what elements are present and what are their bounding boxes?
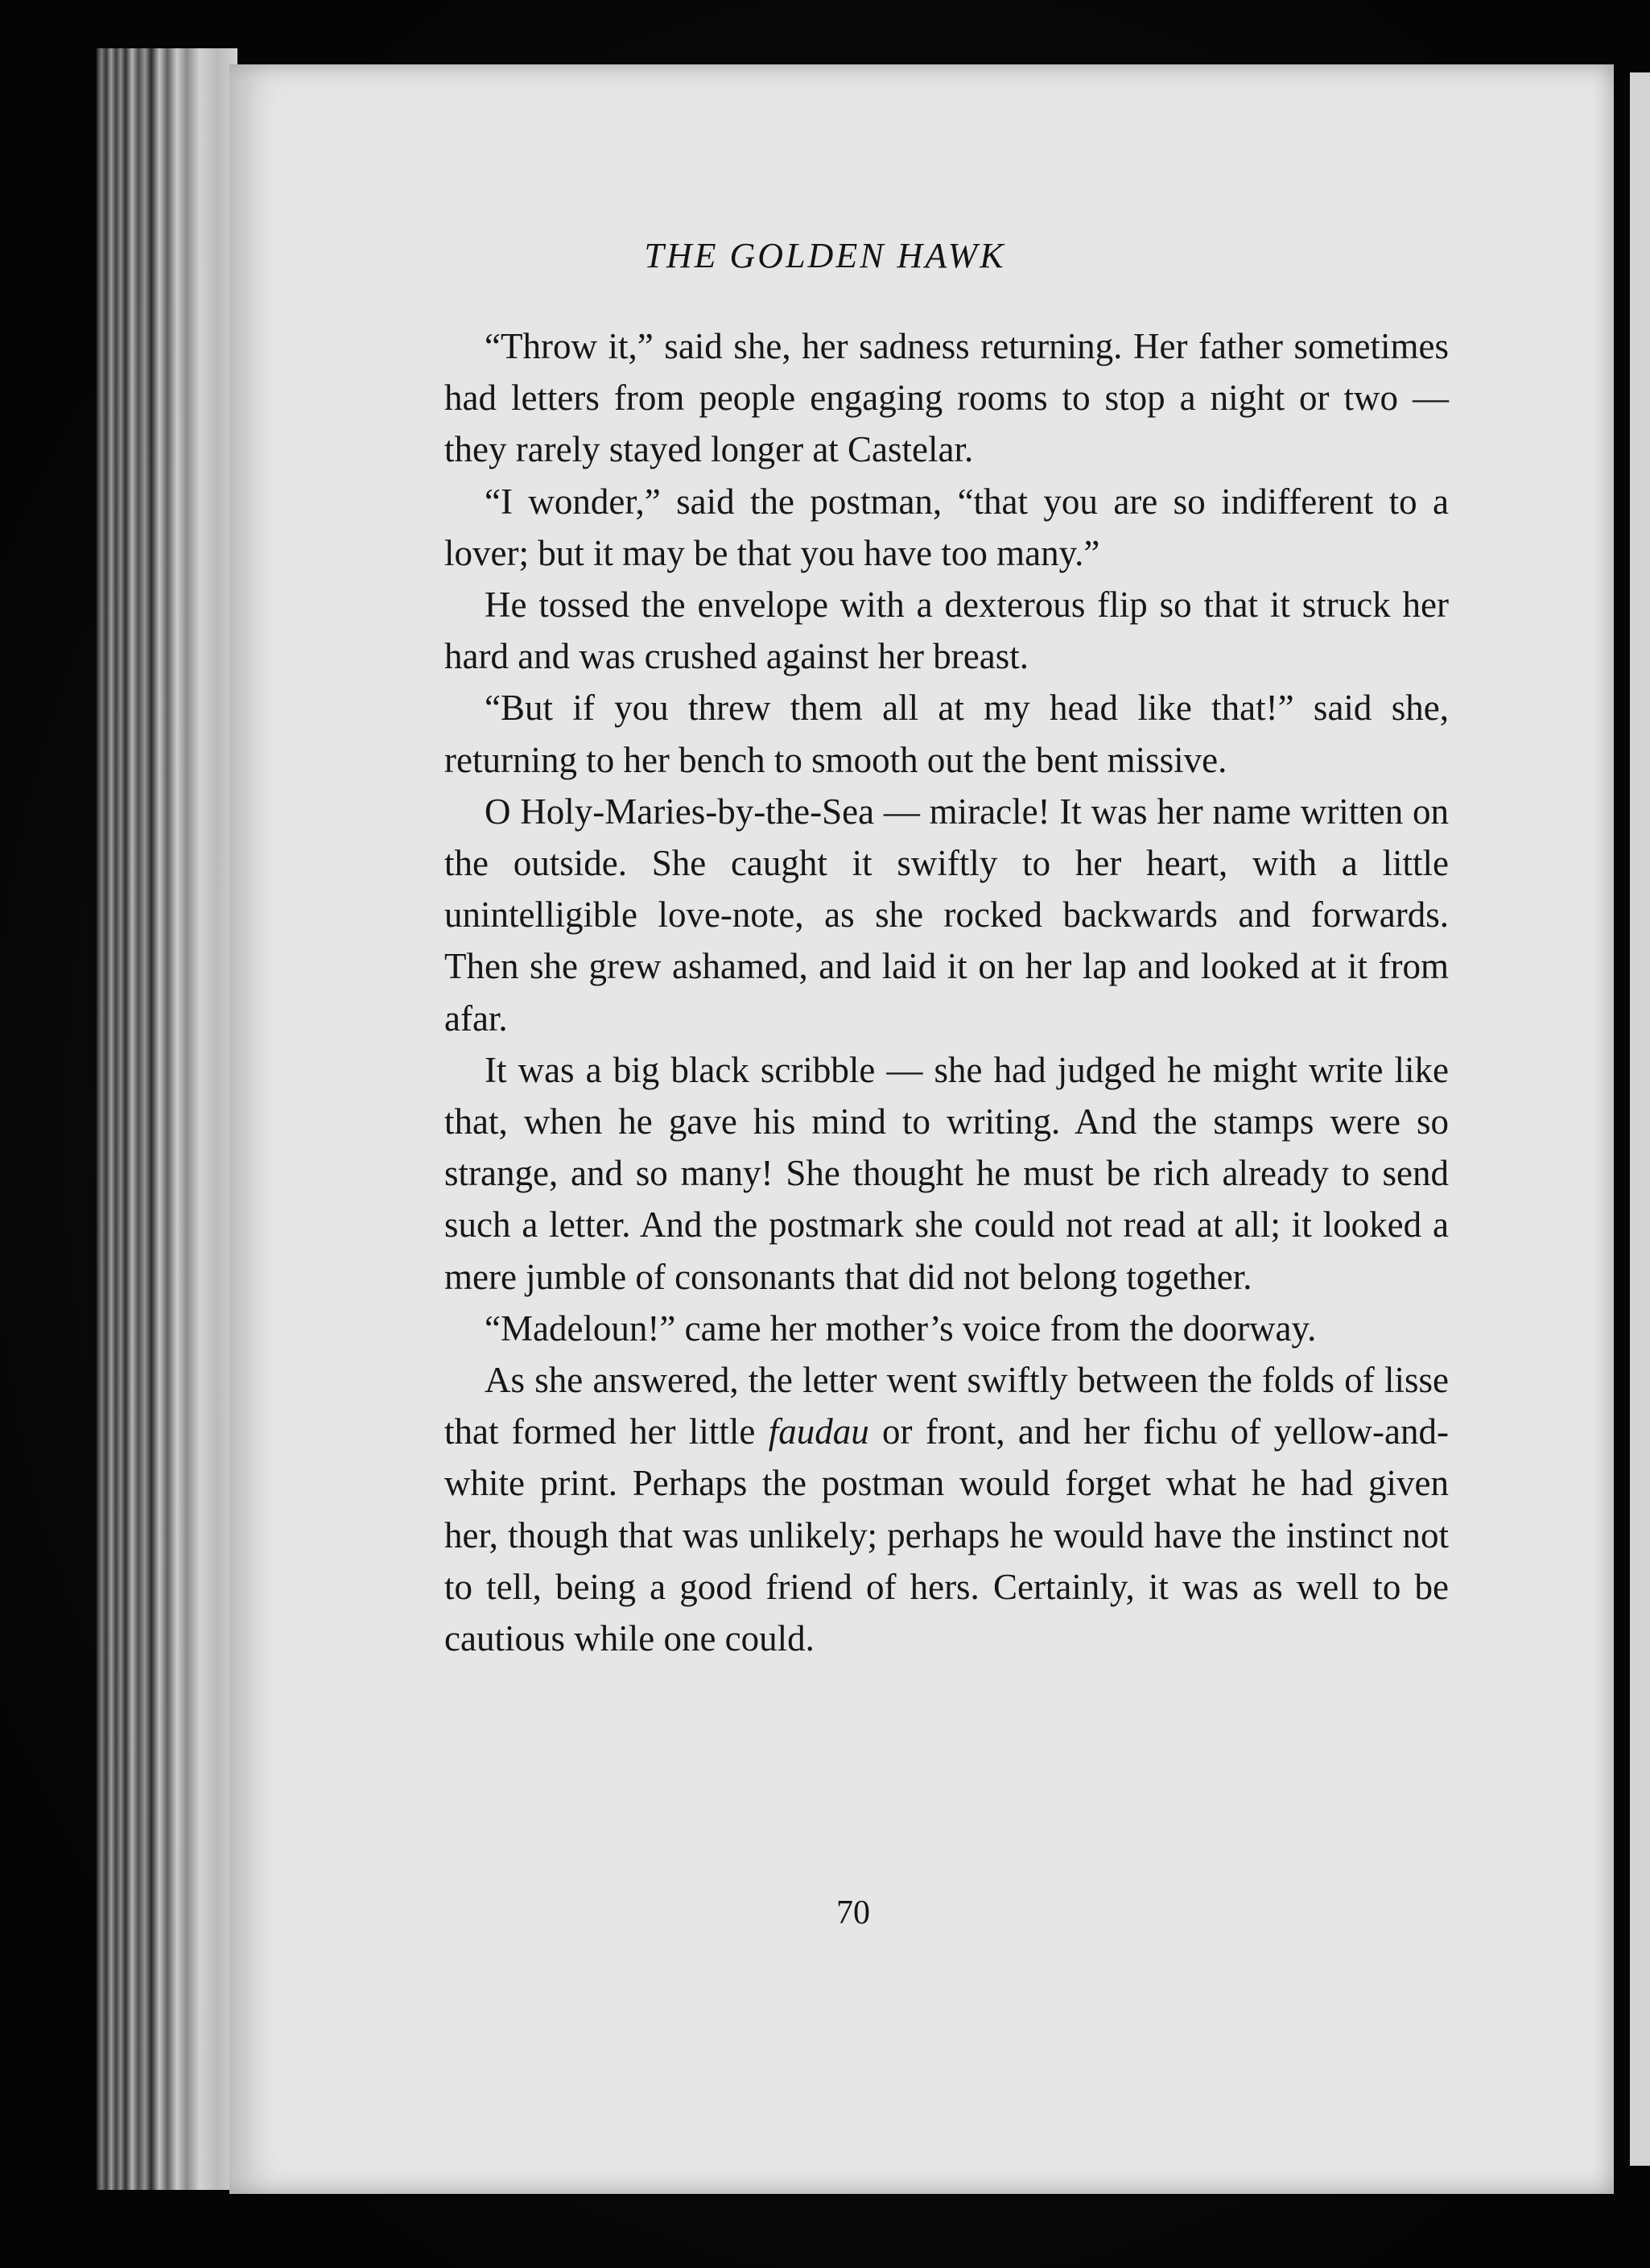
paragraph: “I wonder,” said the postman, “that you are so indifferent to a lover; but it may be that you have too many.” xyxy=(444,481,1449,573)
facing-page-edge xyxy=(1630,72,1650,2166)
paragraph-text: As she answered, the letter went swiftly between the folds of lisse that formed her little xyxy=(444,1360,1449,1452)
paragraph: It was a big black scribble — she had judged he might write like that, when he gave his mind to writing. And the stamps were so strange, and so many! She thought he must be rich already to send such a letter. And the postmark she could not read at all; it looked a mere jumble of consonants that did not belong together. xyxy=(444,1049,1449,1297)
paragraph: He tossed the envelope with a dexterous flip so that it struck her hard and was crushed against her breast. xyxy=(444,585,1449,677)
paragraph-text: or front, and her fichu of yellow-and-white print. Perhaps the postman would forget what he had given her, though that was unlikely; perhaps he would have the instinct not to tell, being a good friend of hers. Certainly, it was as well to be cautious while one could. xyxy=(444,1411,1449,1659)
italic-word: faudau xyxy=(768,1411,869,1452)
page-edges xyxy=(97,48,237,2190)
book-spine-shadow xyxy=(1614,56,1630,2190)
paragraph: “But if you threw them all at my head like that!” said she, returning to her bench to smooth out the bent missive. xyxy=(444,688,1449,780)
paragraph: “Throw it,” said she, her sadness returning. Her father sometimes had letters from people engaging rooms to stop a night or two — they rarely stayed longer at Castelar. xyxy=(444,326,1449,470)
paragraph: O Holy-Maries-by-the-Sea — miracle! It was her name written on the outside. She caught it swiftly to her heart, with a little unintelligible love-note, as she rocked backwards and forwards. Then she grew ashamed, and laid it on her lap and looked at it from afar. xyxy=(444,791,1449,1039)
running-head: THE GOLDEN HAWK xyxy=(644,236,1006,275)
paragraph xyxy=(444,1354,1449,1664)
body-text xyxy=(444,320,1449,1664)
page-number: 70 xyxy=(836,1894,870,1931)
paragraph: “Madeloun!” came her mother’s voice from the doorway. xyxy=(485,1308,1317,1349)
